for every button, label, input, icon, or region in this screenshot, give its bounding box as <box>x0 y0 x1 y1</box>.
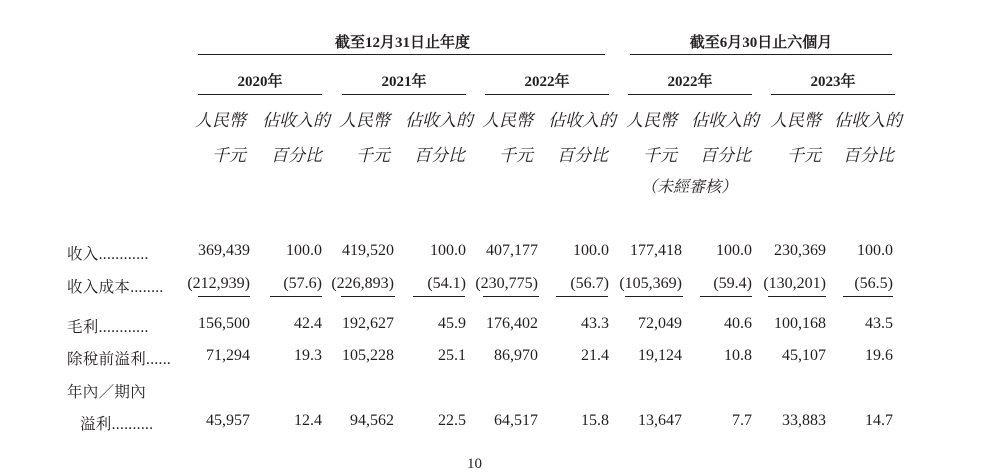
year-header-2021: 2021年 <box>381 74 427 90</box>
unit-percent-2022-hy: 百分比 <box>700 146 751 165</box>
row-label-text: 收入成本 <box>67 279 131 296</box>
cell-2023hy-rmb: 33,883 <box>782 412 826 429</box>
header-rule-half-year <box>630 54 892 55</box>
cell-2020-pct: (57.6) <box>283 275 322 292</box>
cell-2022hy-rmb: (105,369) <box>619 275 682 292</box>
row-label-text: 溢利 <box>80 416 112 433</box>
unit-pct-2023-hy: 佔收入的 <box>834 111 902 130</box>
cell-2022hy-rmb: 19,124 <box>638 347 682 364</box>
cell-2021-rmb: 94,562 <box>350 412 394 429</box>
cell-2023hy-pct: (56.5) <box>854 275 893 292</box>
unit-percent-2021: 百分比 <box>414 146 465 165</box>
year-rule-2022-fy <box>485 94 609 95</box>
year-header-2022-fy: 2022年 <box>524 74 570 90</box>
cell-2021-rmb: 419,520 <box>342 242 394 259</box>
year-rule-2020 <box>198 94 322 95</box>
unit-thousand-2020: 千元 <box>212 146 246 165</box>
cell-2023hy-pct: 100.0 <box>857 242 893 259</box>
page-number: 10 <box>467 456 482 472</box>
header-rule-full-year <box>198 54 605 55</box>
header-full-year: 截至12月31日止年度 <box>334 35 470 51</box>
cell-2022hy-pct: 7.7 <box>732 412 752 429</box>
unit-rmb-2021: 人民幣 <box>339 111 390 130</box>
cell-2023hy-rmb: 230,369 <box>774 242 826 259</box>
unit-pct-2022-hy: 佔收入的 <box>691 111 759 130</box>
subtotal-rule-2022fy-rmb <box>483 296 539 297</box>
cell-2020-rmb: 45,957 <box>206 412 250 429</box>
year-rule-2022-hy <box>628 94 752 95</box>
cell-2022fy-rmb: 86,970 <box>494 347 538 364</box>
cell-2022fy-rmb: 64,517 <box>494 412 538 429</box>
cell-2022hy-pct: (59.4) <box>713 275 752 292</box>
cell-2023hy-rmb: 45,107 <box>782 347 826 364</box>
year-header-2022-hy: 2022年 <box>667 74 713 90</box>
row-label-cost-of-revenue <box>67 275 164 297</box>
unit-percent-2020: 百分比 <box>271 146 322 165</box>
subtotal-rule-2022hy-rmb <box>625 296 683 297</box>
unit-thousand-2021: 千元 <box>356 146 390 165</box>
cell-2023hy-pct: 14.7 <box>865 412 893 429</box>
header-half-year: 截至6月30日止六個月 <box>689 35 833 51</box>
cell-2022fy-pct: 21.4 <box>581 347 609 364</box>
subtotal-rule-2023hy-rmb <box>768 296 826 297</box>
unit-pct-2022-fy: 佔收入的 <box>548 111 616 130</box>
leader-dots: ...... <box>146 351 172 368</box>
cell-2020-pct: 19.3 <box>294 347 322 364</box>
unit-thousand-2023-hy: 千元 <box>787 146 821 165</box>
cell-2022hy-rmb: 177,418 <box>630 242 682 259</box>
year-header-2023-hy: 2023年 <box>810 74 856 90</box>
cell-2022fy-rmb: (230,775) <box>475 275 538 292</box>
cell-2021-pct: 25.1 <box>438 347 466 364</box>
cell-2020-rmb: (212,939) <box>187 275 250 292</box>
cell-2023hy-pct: 19.6 <box>865 347 893 364</box>
unit-thousand-2022-fy: 千元 <box>499 146 533 165</box>
unit-rmb-2022-fy: 人民幣 <box>482 111 533 130</box>
cell-2020-rmb: 71,294 <box>206 347 250 364</box>
cell-2020-pct: 100.0 <box>286 242 322 259</box>
row-label-profit-before-tax <box>67 347 171 369</box>
unit-thousand-2022-hy: 千元 <box>643 146 677 165</box>
unit-rmb-2022-hy: 人民幣 <box>626 111 677 130</box>
unit-percent-2023-hy: 百分比 <box>843 146 894 165</box>
cell-2023hy-rmb: (130,201) <box>763 275 826 292</box>
cell-2021-rmb: 192,627 <box>342 315 394 332</box>
year-rule-2021 <box>342 94 466 95</box>
cell-2022fy-pct: 100.0 <box>573 242 609 259</box>
unit-rmb-2023-hy: 人民幣 <box>770 111 821 130</box>
cell-2021-pct: 100.0 <box>430 242 466 259</box>
cell-2022fy-rmb: 176,402 <box>486 315 538 332</box>
subtotal-rule-2022fy-pct <box>556 296 608 297</box>
subtotal-rule-2023hy-pct <box>843 296 893 297</box>
leader-dots: ........ <box>130 279 164 296</box>
cell-2023hy-pct: 43.5 <box>865 315 893 332</box>
year-rule-2023-hy <box>771 94 895 95</box>
cell-2022fy-pct: 15.8 <box>581 412 609 429</box>
unit-pct-2020: 佔收入的 <box>262 111 330 130</box>
subtotal-rule-2020-rmb <box>198 296 250 297</box>
row-label-text: 毛利 <box>67 319 99 336</box>
cell-2020-pct: 12.4 <box>294 412 322 429</box>
cell-2022hy-pct: 40.6 <box>724 315 752 332</box>
unit-rmb-2020: 人民幣 <box>195 111 246 130</box>
cell-2023hy-rmb: 100,168 <box>774 315 826 332</box>
leader-dots: ............ <box>98 319 149 336</box>
cell-2020-rmb: 369,439 <box>198 242 250 259</box>
cell-2020-rmb: 156,500 <box>198 315 250 332</box>
row-label-gross-profit <box>67 315 149 337</box>
cell-2022fy-rmb: 407,177 <box>486 242 538 259</box>
cell-2021-pct: 22.5 <box>438 412 466 429</box>
cell-2022hy-rmb: 72,049 <box>638 315 682 332</box>
unaudited-note: （未經審核） <box>641 179 738 196</box>
cell-2022fy-pct: 43.3 <box>581 315 609 332</box>
cell-2021-rmb: 105,228 <box>342 347 394 364</box>
subtotal-rule-2020-pct <box>270 296 322 297</box>
cell-2020-pct: 42.4 <box>294 315 322 332</box>
row-label-revenue <box>67 242 149 264</box>
year-header-2020: 2020年 <box>237 74 283 90</box>
unit-percent-2022-fy: 百分比 <box>557 146 608 165</box>
row-label-profit-for-period-line1: 年內／期內 <box>67 384 147 401</box>
cell-2021-pct: (54.1) <box>427 275 466 292</box>
subtotal-rule-2021-rmb <box>341 296 395 297</box>
cell-2021-pct: 45.9 <box>438 315 466 332</box>
subtotal-rule-2021-pct <box>413 296 465 297</box>
cell-2022hy-pct: 100.0 <box>716 242 752 259</box>
row-label-text: 收入 <box>67 246 99 263</box>
unit-pct-2021: 佔收入的 <box>405 111 473 130</box>
row-label-text: 除稅前溢利 <box>67 351 147 368</box>
leader-dots: ............ <box>98 246 149 263</box>
row-label-profit-for-period-line2 <box>80 412 153 434</box>
cell-2022hy-rmb: 13,647 <box>638 412 682 429</box>
cell-2022fy-pct: (56.7) <box>570 275 609 292</box>
subtotal-rule-2022hy-pct <box>700 296 752 297</box>
leader-dots: .......... <box>111 416 154 433</box>
cell-2022hy-pct: 10.8 <box>724 347 752 364</box>
cell-2021-rmb: (226,893) <box>331 275 394 292</box>
